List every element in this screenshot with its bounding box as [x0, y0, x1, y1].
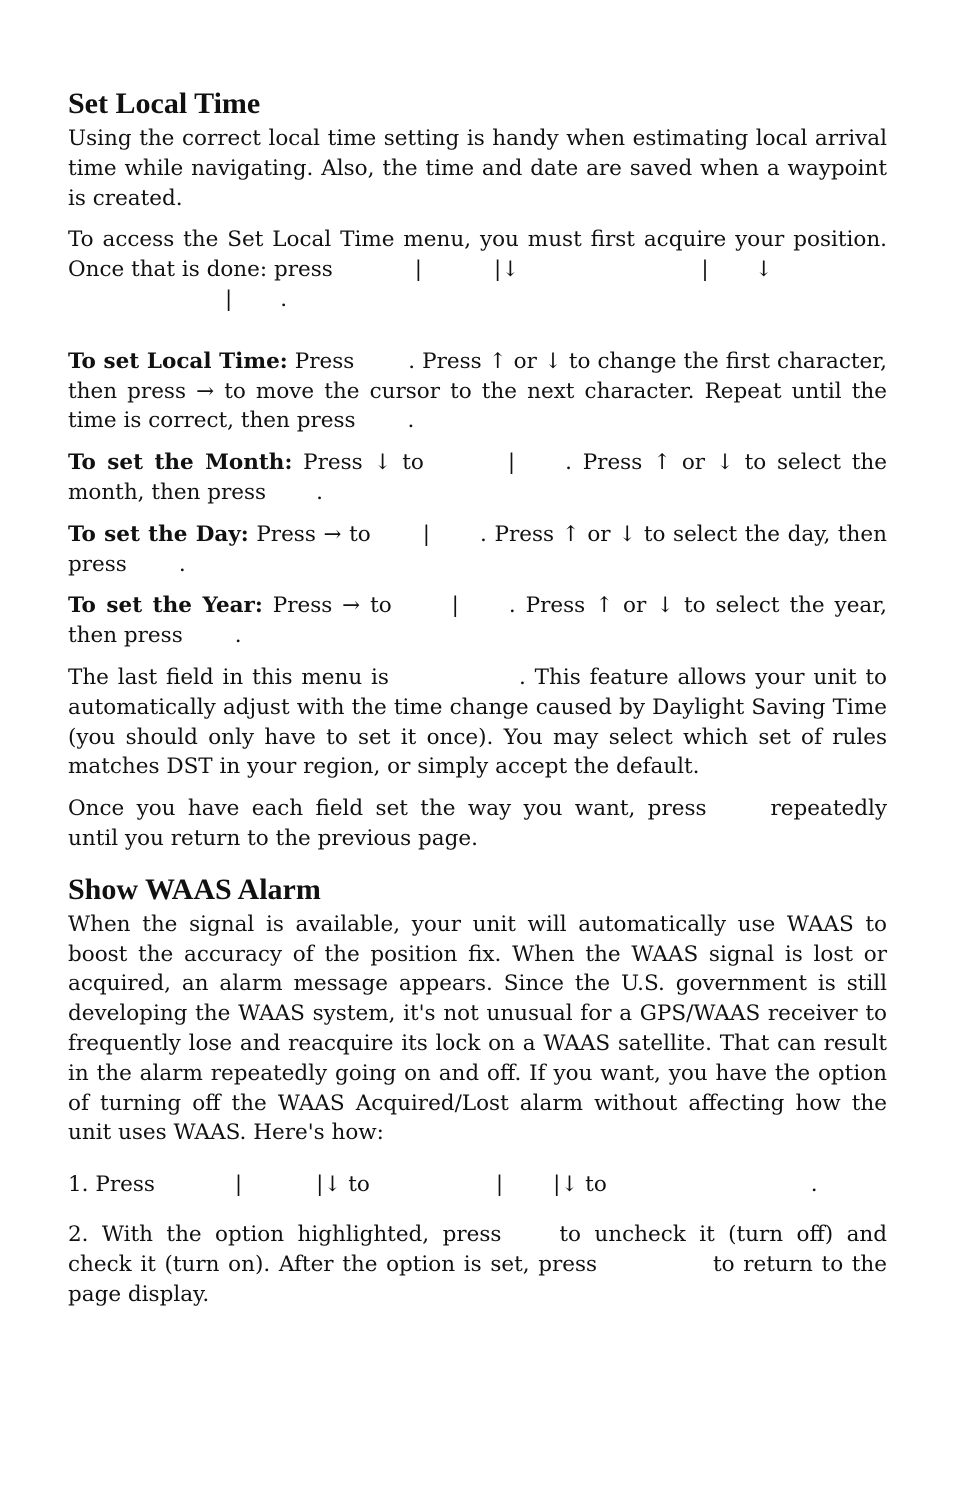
step1-text-2: ↓ to	[323, 1172, 370, 1198]
set-day-text-1: Press → to	[256, 521, 371, 547]
set-year-label: To set the Year:	[68, 593, 263, 619]
step2-text-2: to uncheck it (turn off) and check it (turn on). After the option is set, press	[68, 1221, 888, 1277]
separator-glyph: |	[507, 450, 516, 476]
separator-glyph: |	[316, 1172, 324, 1198]
set-time-instructions	[68, 347, 887, 436]
set-time-label: To set Local Time:	[68, 348, 288, 374]
separator-glyph: |	[494, 257, 502, 283]
finish-text-2: repeatedly until you return to the previous page.	[68, 796, 887, 851]
down-arrow-glyph: ↓	[754, 257, 773, 283]
manual-page	[68, 86, 887, 1321]
set-time-text-3: .	[407, 408, 415, 434]
dst-text-2: . This feature allows your unit to automatically adjust with the time change caused by Daylight Saving Time (you should only have to set it once). You may select which set of rules matches DST in your region, or simply accept the default.	[68, 664, 887, 780]
step1-text-4: .	[810, 1172, 818, 1198]
set-year-instructions	[68, 591, 887, 651]
waas-intro: When the signal is available, your unit will automatically use WAAS to boost the accuracy of the position fix. When the WAAS signal is lost or acquired, an alarm message appears. Since the U.S. government is still developing the WAAS system, it's not unusual for a GPS/WAAS receiver to frequently lose and reacquire its lock on a WAAS satellite. That can result in the alarm repeatedly going on and off. If you want, you have the option of turning off the WAAS Acquired/Lost alarm without affecting how the unit uses WAAS. Here's how:	[68, 911, 887, 1146]
set-day-instructions	[68, 520, 887, 580]
separator-glyph: |	[414, 257, 423, 283]
separator-glyph: |	[225, 286, 233, 312]
waas-step-1	[68, 1170, 887, 1200]
set-time-text-1: Press	[294, 348, 355, 374]
separator-glyph: |	[553, 1172, 561, 1198]
set-month-label: To set the Month:	[68, 450, 293, 476]
access-instructions	[68, 225, 887, 314]
set-year-text-2: . Press ↑ or ↓ to select the year, then press	[68, 593, 887, 649]
set-time-text-2: . Press ↑ or ↓ to change the first character, then press → to move the cursor to the next character. Repeat until the time is correct, then press	[68, 348, 887, 434]
set-day-text-3: .	[178, 551, 186, 577]
separator-glyph: |	[234, 1172, 243, 1198]
waas-step-2	[68, 1220, 887, 1309]
down-arrow-glyph: ↓	[501, 257, 520, 283]
step2-text-3: to return to the page display.	[68, 1251, 887, 1307]
step2-text-1: 2. With the option highlighted, press	[68, 1221, 502, 1247]
dst-description	[68, 663, 887, 782]
set-month-text-1: Press ↓ to	[303, 450, 424, 476]
separator-glyph: |	[701, 257, 709, 283]
finish-text-1: Once you have each field set the way you want, press	[68, 796, 707, 822]
set-day-text-2: . Press ↑ or ↓ to select the day, then press	[68, 521, 887, 577]
section-heading-set-local-time: Set Local Time	[68, 87, 261, 120]
section-heading-show-waas-alarm: Show WAAS Alarm	[68, 872, 321, 906]
set-local-time-intro: Using the correct local time setting is handy when estimating local arrival time while navigating. Also, the time and date are saved when a waypoint is created.	[68, 126, 887, 211]
set-year-text-3: .	[234, 623, 242, 649]
access-text: To access the Set Local Time menu, you must first acquire your position. Once that is done: press	[68, 227, 887, 283]
dst-text-1: The last field in this menu is	[68, 664, 389, 690]
separator-glyph: |	[451, 593, 459, 619]
separator-glyph: |	[422, 521, 431, 547]
set-month-text-3: .	[316, 479, 323, 505]
period-glyph: .	[280, 286, 288, 312]
set-year-text-1: Press → to	[272, 593, 392, 619]
separator-glyph: |	[495, 1172, 504, 1198]
set-day-label: To set the Day:	[68, 521, 249, 547]
finish-instructions	[68, 794, 887, 854]
set-month-instructions	[68, 448, 887, 508]
set-month-text-2: . Press ↑ or ↓ to select the month, then press	[68, 450, 887, 505]
step1-text-1: 1. Press	[68, 1172, 155, 1198]
step1-text-3: ↓ to	[560, 1172, 607, 1198]
